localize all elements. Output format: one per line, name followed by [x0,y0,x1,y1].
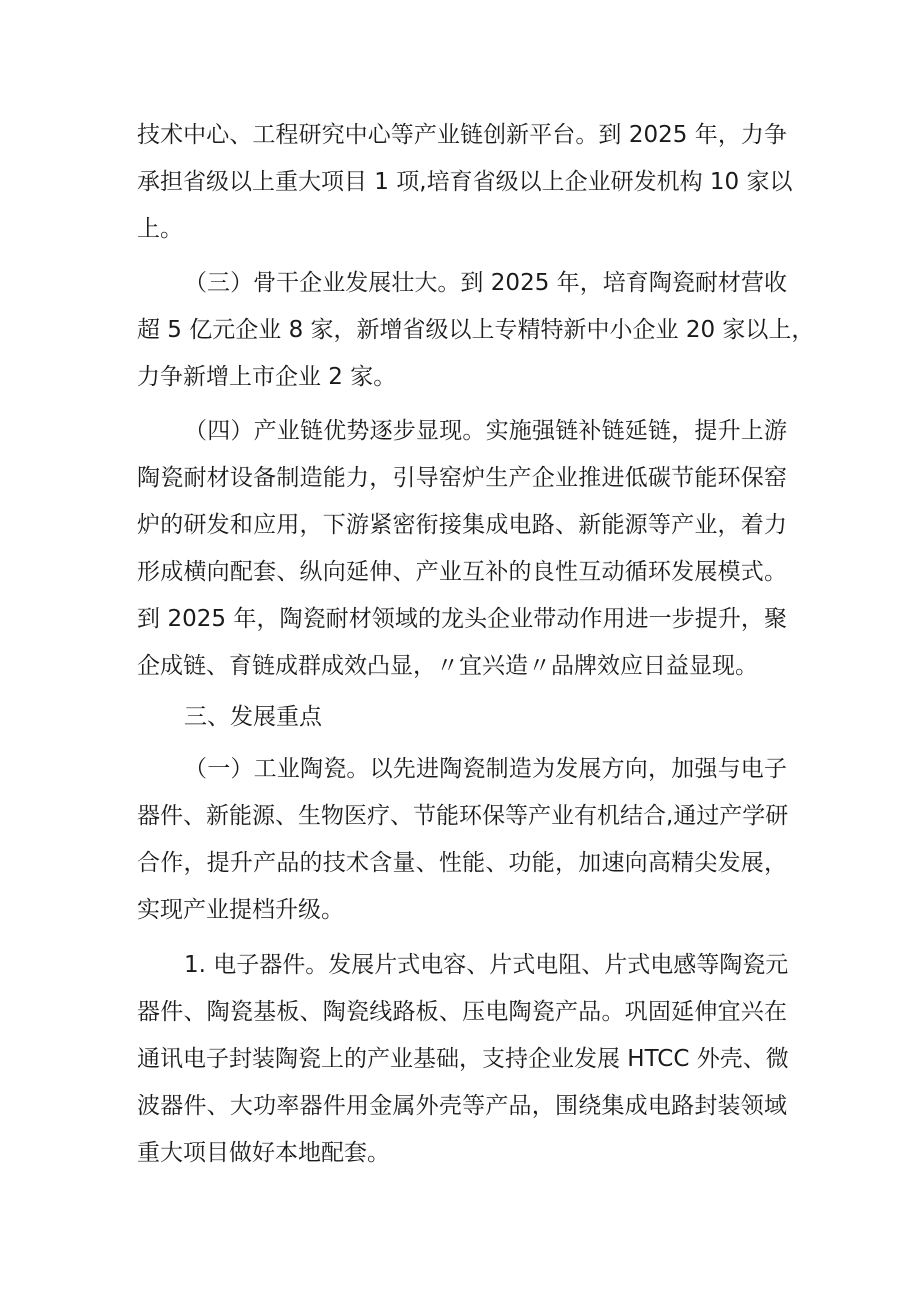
section-heading-line: （一）工业陶瓷。以先进陶瓷制造为发展方向，加强与电子 [184,756,787,782]
text-line: 到 2025 年，陶瓷耐材领域的龙头企业带动作用进一步提升，聚 [137,606,787,632]
section-heading-line: （三）骨干企业发展壮大。到 2025 年，培育陶瓷耐材营收 [184,270,787,296]
text-line: 陶瓷耐材设备制造能力，引导窑炉生产企业推进低碳节能环保窑 [137,465,787,491]
text-line: 企成链、育链成群成效凸显，〃宜兴造〃品牌效应日益显现。 [137,653,758,679]
text-line: 超 5 亿元企业 8 家，新增省级以上专精特新中小企业 20 家以上， [137,317,815,343]
text-line: 重大项目做好本地配套。 [137,1140,390,1166]
text-line: 合作，提升产品的技术含量、性能、功能，加速向高精尖发展， [137,850,787,876]
text-line: 器件、新能源、生物医疗、节能环保等产业有机结合,通过产学研 [137,803,789,829]
text-line: 上。 [137,216,183,242]
text-line: 承担省级以上重大项目 1 项,培育省级以上企业研发机构 10 家以 [137,169,793,195]
section-title: 三、发展重点 [184,704,322,730]
text-line: 技术中心、工程研究中心等产业链创新平台。到 2025 年，力争 [137,122,787,148]
text-line: 炉的研发和应用，下游紧密衔接集成电路、新能源等产业，着力 [137,512,787,538]
text-line: 实现产业提档升级。 [137,897,344,923]
section-heading-line: 1. 电子器件。发展片式电容、片式电阻、片式电感等陶瓷元 [184,952,789,978]
text-line: 器件、陶瓷基板、陶瓷线路板、压电陶瓷产品。巩固延伸宜兴在 [137,999,787,1025]
section-heading-line: （四）产业链优势逐步显现。实施强链补链延链，提升上游 [184,418,787,444]
text-line: 通讯电子封装陶瓷上的产业基础，支持企业发展 HTCC 外壳、微 [137,1046,789,1072]
text-line: 波器件、大功率器件用金属外壳等产品，围绕集成电路封装领域 [137,1093,787,1119]
text-line: 形成横向配套、纵向延伸、产业互补的良性互动循环发展模式。 [137,559,787,585]
text-line: 力争新增上市企业 2 家。 [137,364,397,390]
